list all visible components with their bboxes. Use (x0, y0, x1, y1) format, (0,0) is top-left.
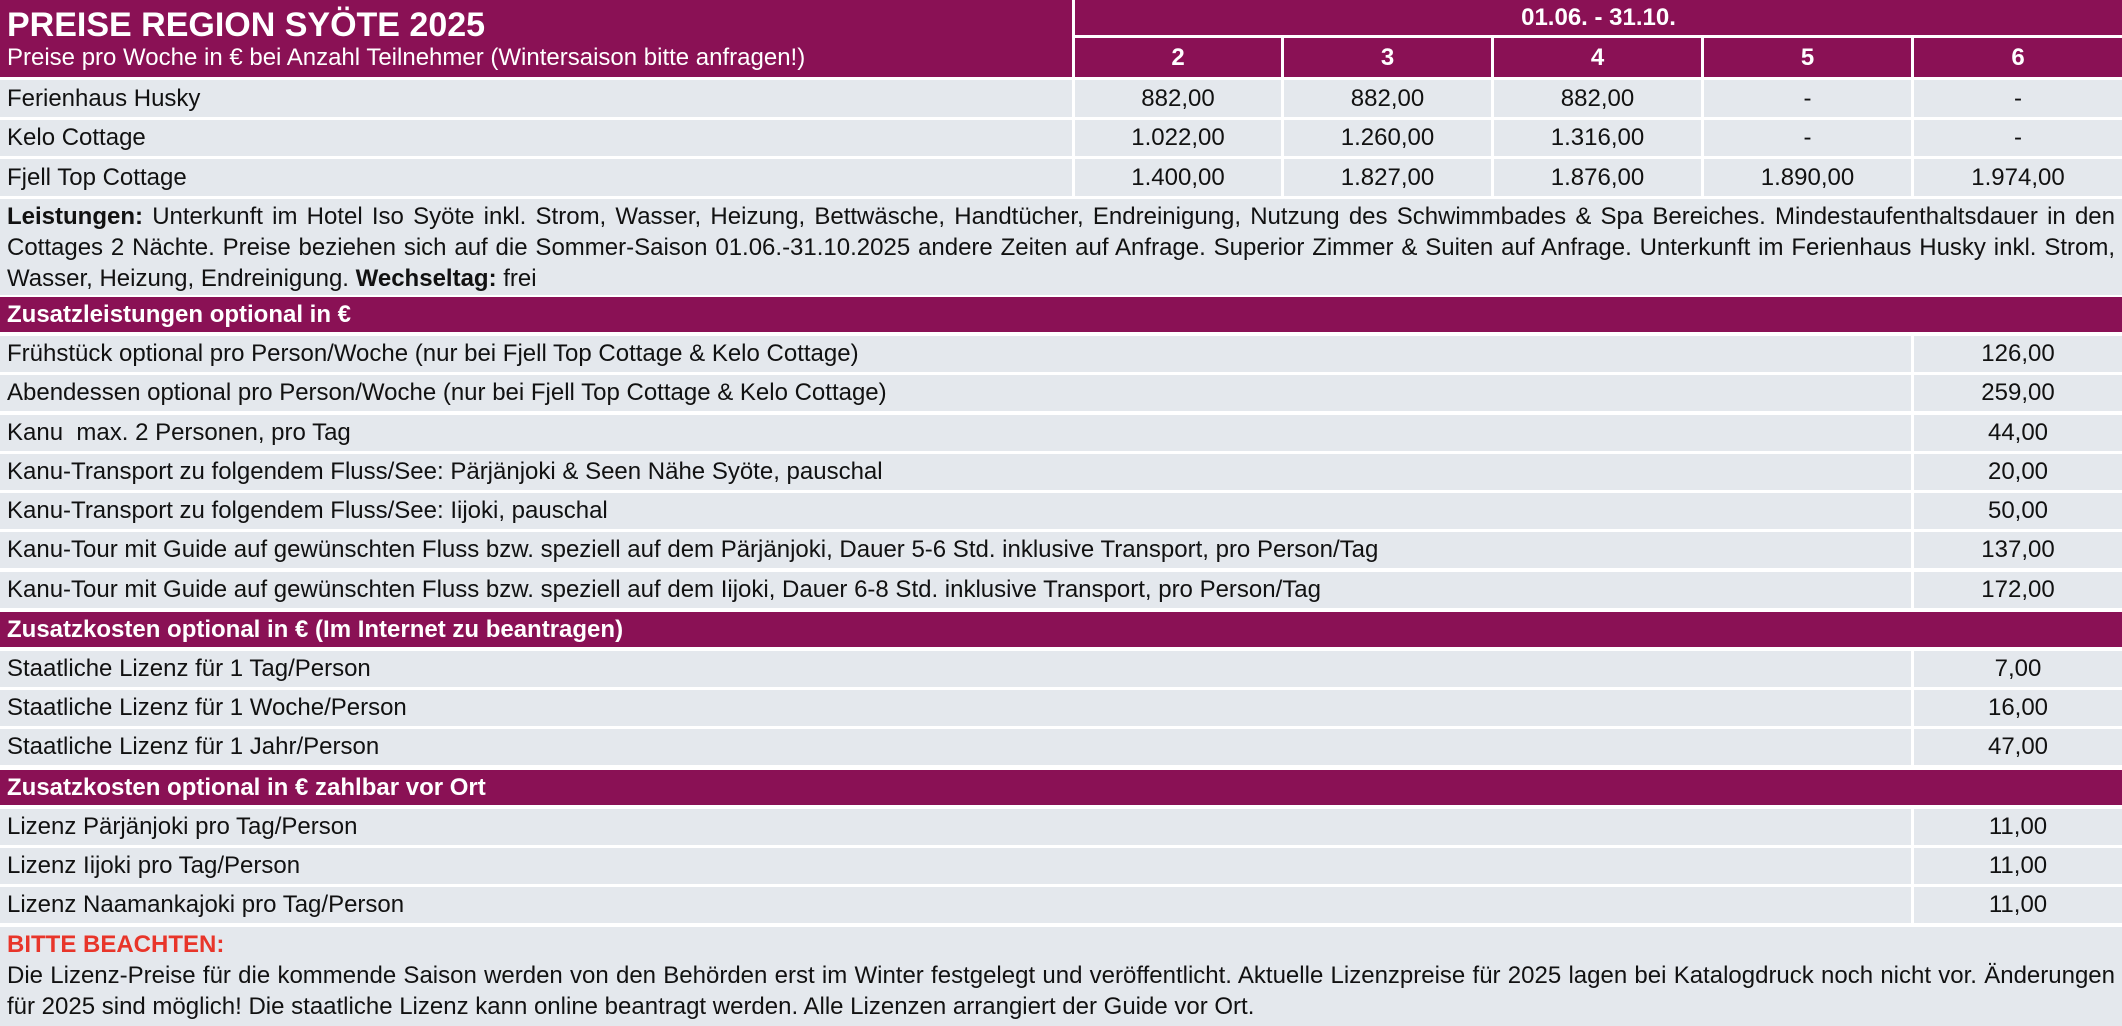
price-cell: - (1914, 80, 2122, 117)
price-cell: 1.890,00 (1704, 159, 1914, 196)
section-header (0, 770, 2122, 805)
extra-label: Kanu-Transport zu folgendem Fluss/See: Pärjänjoki & Seen Nähe Syöte, pauschal (0, 454, 1914, 490)
changeover-label: Wechseltag: (355, 265, 497, 292)
extra-label: Kanu-Transport zu folgendem Fluss/See: Iijoki, pauschal (0, 493, 1914, 529)
extra-price: 172,00 (1914, 572, 2122, 608)
participants-column-header: 6 (1914, 38, 2122, 77)
extra-row (0, 651, 2122, 687)
price-cell: 1.316,00 (1494, 120, 1704, 156)
extra-price: 11,00 (1914, 848, 2122, 884)
extra-price: 259,00 (1914, 375, 2122, 411)
extra-price: 11,00 (1914, 887, 2122, 923)
services-description: Unterkunft im Hotel Iso Syöte inkl. Strom, Wasser, Heizung, Bettwäsche, Handtücher, Endreinigung, Nutzung des Schwimmbades & Spa Bereiches. Mindestaufenthaltsdauer in den Cottages 2 Nächte. Preise beziehen sich auf die Sommer-Saison 01.06.-31.10.2025 andere Zeiten auf Anfrage. Superior Zimmer & Suiten auf Anfrage. Unterkunft im Ferienhaus Husky inkl. Strom, Wasser, Heizung, Endreinigung. (7, 203, 2115, 292)
extra-price: 137,00 (1914, 532, 2122, 568)
changeover-value: frei (503, 265, 537, 292)
extra-row (0, 848, 2122, 884)
extra-row (0, 572, 2122, 608)
accommodation-name: Ferienhaus Husky (0, 80, 1075, 117)
extra-label: Abendessen optional pro Person/Woche (nur bei Fjell Top Cottage & Kelo Cottage) (0, 375, 1914, 411)
extra-row (0, 375, 2122, 411)
extra-row (0, 493, 2122, 529)
extra-row (0, 809, 2122, 845)
participants-column-header: 3 (1284, 38, 1494, 77)
price-cell: - (1704, 120, 1914, 156)
table-header (0, 0, 2122, 77)
extra-price: 11,00 (1914, 809, 2122, 845)
extra-row (0, 336, 2122, 372)
extra-price: 44,00 (1914, 415, 2122, 451)
extra-label: Kanu-Tour mit Guide auf gewünschten Fluss bzw. speziell auf dem Iijoki, Dauer 6-8 Std. inklusive Transport, pro Person/Tag (0, 572, 1914, 608)
price-cell: 1.876,00 (1494, 159, 1704, 196)
extra-label: Lizenz Pärjänjoki pro Tag/Person (0, 809, 1914, 845)
extra-price: 20,00 (1914, 454, 2122, 490)
season-period: 01.06. - 31.10. (1075, 0, 2122, 38)
accommodation-row (0, 159, 2122, 196)
extra-label: Kanu-Tour mit Guide auf gewünschten Fluss bzw. speziell auf dem Pärjänjoki, Dauer 5-6 Std. inklusive Transport, pro Person/Tag (0, 532, 1914, 568)
accommodation-row (0, 120, 2122, 156)
extra-row (0, 454, 2122, 490)
accommodation-name: Kelo Cottage (0, 120, 1075, 156)
section-title: Zusatzkosten optional in € (Im Internet zu beantragen) (0, 612, 2122, 647)
price-cell: 1.260,00 (1284, 120, 1494, 156)
services-label: Leistungen: (7, 203, 143, 230)
section-header (0, 297, 2122, 332)
participant-count-row (1075, 38, 2122, 77)
price-cell: 1.827,00 (1284, 159, 1494, 196)
participants-column-header: 5 (1704, 38, 1914, 77)
extra-label: Staatliche Lizenz für 1 Tag/Person (0, 651, 1914, 687)
extra-label: Staatliche Lizenz für 1 Woche/Person (0, 690, 1914, 726)
price-cell: 1.400,00 (1075, 159, 1284, 196)
header-title-block (0, 0, 1075, 77)
participants-column-header: 2 (1075, 38, 1284, 77)
notice-title: BITTE BEACHTEN: (7, 931, 225, 958)
price-cell: 1.974,00 (1914, 159, 2122, 196)
accommodation-row (0, 80, 2122, 117)
extra-price: 16,00 (1914, 690, 2122, 726)
extra-label: Staatliche Lizenz für 1 Jahr/Person (0, 729, 1914, 765)
extra-price: 50,00 (1914, 493, 2122, 529)
extra-row (0, 532, 2122, 568)
price-cell: 882,00 (1075, 80, 1284, 117)
extra-label: Lizenz Iijoki pro Tag/Person (0, 848, 1914, 884)
price-cell: 1.022,00 (1075, 120, 1284, 156)
price-cell: - (1704, 80, 1914, 117)
price-cell: 882,00 (1284, 80, 1494, 117)
extra-price: 47,00 (1914, 729, 2122, 765)
page-title: PREISE REGION SYÖTE 2025 (7, 5, 486, 44)
extra-label: Lizenz Naamankajoki pro Tag/Person (0, 887, 1914, 923)
price-cell: 882,00 (1494, 80, 1704, 117)
extra-price: 126,00 (1914, 336, 2122, 372)
extra-row (0, 690, 2122, 726)
services-text (0, 199, 2122, 295)
page-subtitle: Preise pro Woche in € bei Anzahl Teilnehmer (Wintersaison bitte anfragen!) (7, 43, 806, 71)
notice-text: Die Lizenz-Preise für die kommende Saison werden von den Behörden erst im Winter festgelegt und veröffentlicht. Aktuelle Lizenzpreise für 2025 lagen bei Katalogdruck noch nicht vor. Änderungen für 2025 sind möglich! Die staatliche Lizenz kann online beantragt werden. Alle Lizenzen arrangiert der Guide vor Ort. (7, 962, 2115, 1020)
accommodation-name: Fjell Top Cottage (0, 159, 1075, 196)
notice-box (0, 927, 2122, 1026)
extra-label: Kanu max. 2 Personen, pro Tag (0, 415, 1914, 451)
participants-column-header: 4 (1494, 38, 1704, 77)
section-header (0, 612, 2122, 647)
section-title: Zusatzkosten optional in € zahlbar vor Ort (0, 770, 2122, 805)
extra-row (0, 729, 2122, 765)
section-title: Zusatzleistungen optional in € (0, 297, 2122, 332)
price-cell: - (1914, 120, 2122, 156)
extra-label: Frühstück optional pro Person/Woche (nur bei Fjell Top Cottage & Kelo Cottage) (0, 336, 1914, 372)
extra-row (0, 415, 2122, 451)
extra-price: 7,00 (1914, 651, 2122, 687)
extra-row (0, 887, 2122, 923)
header-columns-block (1075, 0, 2122, 77)
